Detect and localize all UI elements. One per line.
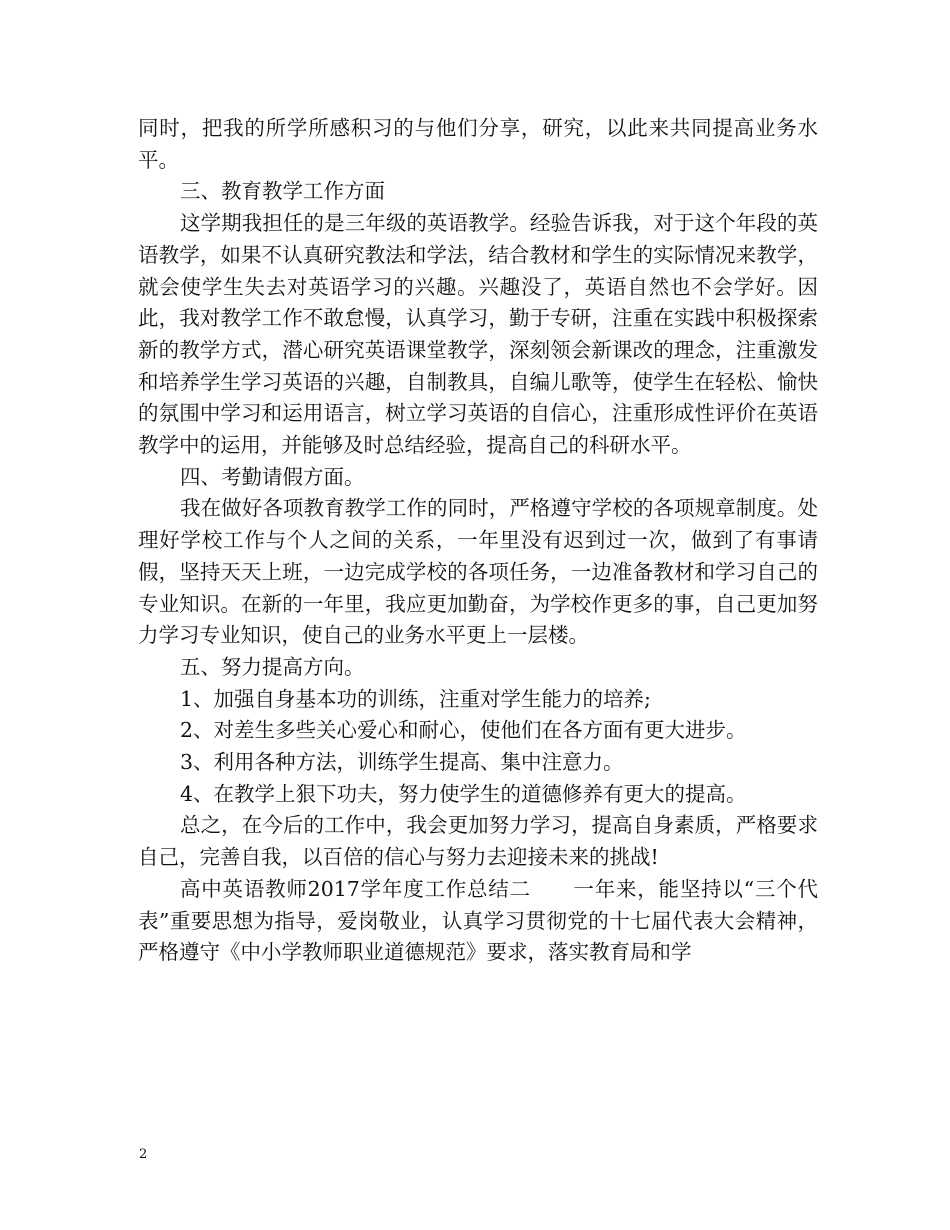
- page-number: 2: [139, 1147, 148, 1162]
- paragraph-conclusion: 总之，在今后的工作中，我会更加努力学习，提高自身素质，严格要求自己，完善自我，以百倍的信心与努力去迎接未来的挑战!: [138, 813, 818, 870]
- section-heading-teaching: 三、教育教学工作方面: [180, 179, 385, 204]
- list-item-3: 3、利用各种方法，训练学生提高、集中注意力。: [180, 750, 624, 775]
- section-heading-attendance: 四、考勤请假方面。: [180, 464, 365, 489]
- document-body: [138, 113, 818, 969]
- list-item-1: 1、加强自身基本功的训练，注重对学生能力的培养;: [180, 686, 651, 711]
- paragraph-continuation: 同时，把我的所学所感积习的与他们分享，研究，以此来共同提高业务水平。: [138, 116, 818, 172]
- paragraph-summary-two: 高中英语教师2017学年度工作总结二 一年来，能坚持以“三个代表”重要思想为指导，爱岗敬业，认真学习贯彻党的十七届代表大会精神，严格遵守《中小学教师职业道德规范》要求，落实教育局和学: [138, 876, 818, 965]
- list-item-2: 2、对差生多些关心爱心和耐心，使他们在各方面有更大进步。: [180, 718, 747, 743]
- section-heading-improvement: 五、努力提高方向。: [180, 654, 365, 679]
- paragraph-attendance: 我在做好各项教育教学工作的同时，严格遵守学校的各项规章制度。处理好学校工作与个人之间的关系，一年里没有迟到过一次，做到了有事请假，坚持天天上班，一边完成学校的各项任务，一边准备教材和学习自己的专业知识。在新的一年里，我应更加勤奋，为学校作更多的事，自己更加努力学习专业知识，使自己的业务水平更上一层楼。: [138, 496, 818, 648]
- list-item-4: 4、在教学上狠下功夫，努力使学生的道德修养有更大的提高。: [180, 781, 747, 806]
- paragraph-teaching: 这学期我担任的是三年级的英语教学。经验告诉我，对于这个年段的英语教学，如果不认真研究教法和学法，结合教材和学生的实际情况来教学，就会使学生失去对英语学习的兴趣。兴趣没了，英语自然也不会学好。因此，我对教学工作不敢怠慢，认真学习，勤于专研，注重在实践中积极探索新的教学方式，潜心研究英语课堂教学，深刻领会新课改的理念，注重激发和培养学生学习英语的兴趣，自制教具，自编儿歌等，使学生在轻松、愉快的氛围中学习和运用语言，树立学习英语的自信心，注重形成性评价在英语教学中的运用，并能够及时总结经验，提高自己的科研水平。: [138, 211, 818, 458]
